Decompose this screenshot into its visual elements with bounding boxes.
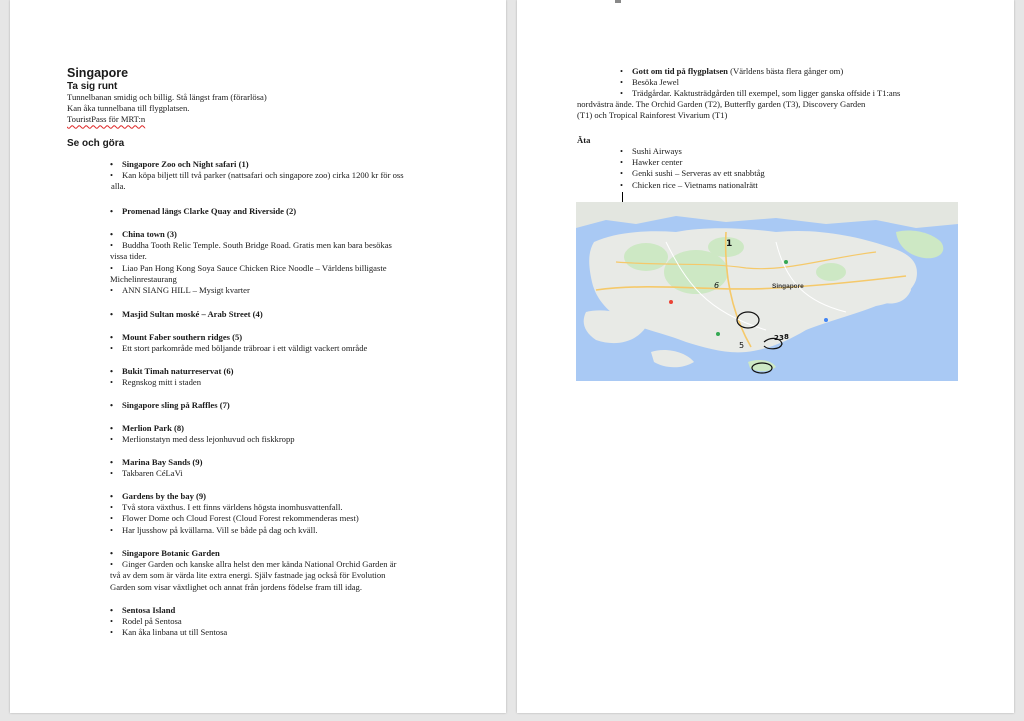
- list-item: • Merlionstatyn med dess lejonhuvud och fiskkropp: [110, 434, 295, 445]
- map-pin-icon: [784, 260, 788, 264]
- airport-note: (Världens bästa flera gånger om): [730, 66, 844, 76]
- map-annotation-number: 8: [784, 333, 789, 341]
- list-item: • Sushi Airways: [620, 146, 765, 157]
- list-item: • Rodel på Sentosa: [110, 616, 227, 627]
- transport-line: TouristPass för MRT:n: [67, 114, 146, 125]
- eat-list: [620, 146, 765, 191]
- airport-gardens-continuation: [577, 99, 967, 121]
- page-break-icon: [615, 0, 621, 3]
- sight-zoo: [110, 159, 450, 193]
- sight-title: • Singapore Botanic Garden: [110, 548, 455, 559]
- list-item: • Trädgårdar. Kaktusträdgården till exempel, som ligger ganska offside i T1:ans: [620, 88, 960, 99]
- sight-singapore-sling: [110, 400, 230, 411]
- list-item: • Kan åka linbana ut till Sentosa: [110, 627, 227, 638]
- sight-title: • Marina Bay Sands (9): [110, 457, 202, 468]
- map-annotation-number: 5: [739, 341, 745, 350]
- list-item: • Buddha Tooth Relic Temple. South Bridge Road. Gratis men kan bara besökas: [110, 240, 450, 251]
- list-item-continuation: alla.: [111, 181, 126, 192]
- page-title: Singapore: [67, 66, 129, 80]
- sight-title: • Promenad längs Clarke Quay and Riverside (2): [110, 206, 296, 217]
- sight-clarke-quay: [110, 206, 296, 217]
- list-item-continuation: (T1) och Tropical Rainforest Vivarium (T1): [577, 110, 728, 121]
- list-item: • Ett stort parkområde med böljande träbroar i ett väldigt vackert område: [110, 343, 450, 354]
- sight-marina-bay-sands: [110, 457, 202, 479]
- map-annotation-number: 1: [726, 239, 733, 249]
- section-heading-ta-sig-runt: Ta sig runt: [67, 81, 118, 92]
- list-item-continuation: Michelinrestaurang: [110, 273, 177, 284]
- sight-china-town: [110, 229, 450, 296]
- sight-title: • Singapore sling på Raffles (7): [110, 400, 230, 411]
- sight-masjid-sultan: [110, 309, 263, 320]
- list-item: • Chicken rice – Vietnams nationalrätt: [620, 180, 765, 191]
- sight-gardens-by-the-bay: [110, 491, 450, 536]
- map-city-label: Singapore: [772, 283, 804, 290]
- list-item: • Flower Dome och Cloud Forest (Cloud Forest rekommenderas mest): [110, 513, 450, 524]
- transport-notes: [67, 92, 267, 126]
- sight-bukit-timah: [110, 366, 233, 388]
- list-item: • Ginger Garden och kanske allra helst den mer kända National Orchid Garden är: [110, 559, 455, 570]
- list-item: • Regnskog mitt i staden: [110, 377, 233, 388]
- map-annotation-number: 2: [774, 334, 779, 342]
- sight-title: • China town (3): [110, 229, 450, 240]
- sight-title: • Masjid Sultan moské – Arab Street (4): [110, 309, 263, 320]
- list-item-continuation: två av dem som är värda lite extra energi. Själv fastnade jag också för Evolution: [110, 570, 386, 581]
- map-park-west: [624, 243, 668, 271]
- sight-botanic-garden: [110, 548, 455, 593]
- sight-sentosa-island: [110, 605, 227, 639]
- transport-line: Kan åka tunnelbana till flygplatsen.: [67, 103, 190, 114]
- sight-title: • Singapore Zoo och Night safari (1): [110, 159, 450, 170]
- list-item: • Besöka Jewel: [620, 77, 960, 88]
- airport-title: Gott om tid på flygplatsen: [632, 66, 728, 76]
- transport-line: Tunnelbanan smidig och billig. Stå längst fram (förarlösa): [67, 92, 267, 102]
- airport-section: [620, 66, 960, 100]
- list-item: • Kan köpa biljett till två parker (nattsafari och singapore zoo) cirka 1200 kr för oss: [110, 170, 450, 181]
- list-item: • Genki sushi – Serveras av ett snabbtåg: [620, 168, 765, 179]
- map-graphic: [576, 202, 958, 381]
- list-item-continuation: vissa tider.: [110, 251, 147, 262]
- section-heading-ata: Äta: [577, 135, 591, 145]
- list-item: • Liao Pan Hong Kong Soya Sauce Chicken Rice Noodle – Världens billigaste: [110, 263, 450, 274]
- list-item: • Två stora växthus. I ett finns världens högsta inomhusvattenfall.: [110, 502, 450, 513]
- sight-title: • Mount Faber southern ridges (5): [110, 332, 450, 343]
- sight-title: • Gardens by the bay (9): [110, 491, 450, 502]
- sight-title: • Merlion Park (8): [110, 423, 295, 434]
- map-pin-icon: [824, 318, 828, 322]
- map-annotation-number: 3: [779, 334, 784, 342]
- section-heading-se-och-gora: Se och göra: [67, 138, 125, 149]
- sight-title: • Bukit Timah naturreservat (6): [110, 366, 233, 377]
- text-cursor: [622, 192, 623, 202]
- map-park-east: [816, 263, 846, 281]
- list-item: • Har ljusshow på kvällarna. Vill se både på dag och kväll.: [110, 525, 450, 536]
- map-pin-icon: [716, 332, 720, 336]
- list-item: • Hawker center: [620, 157, 765, 168]
- sight-title: • Sentosa Island: [110, 605, 227, 616]
- list-item: • ANN SIANG HILL – Mysigt kvarter: [110, 285, 450, 296]
- sight-merlion-park: [110, 423, 295, 445]
- singapore-map-image[interactable]: [576, 202, 958, 381]
- list-item-continuation: Garden som visar växtlighet och annat från jordens födelse fram till idag.: [110, 581, 363, 592]
- sight-mount-faber: [110, 332, 450, 354]
- map-pin-icon: [669, 300, 673, 304]
- list-item-continuation: nordvästra ände. The Orchid Garden (T2), Butterfly garden (T3), Discovery Garden: [577, 99, 866, 109]
- list-item: • Takbaren CéLaVi: [110, 468, 202, 479]
- list-item: [620, 66, 960, 77]
- map-annotation-number: 6: [714, 281, 720, 290]
